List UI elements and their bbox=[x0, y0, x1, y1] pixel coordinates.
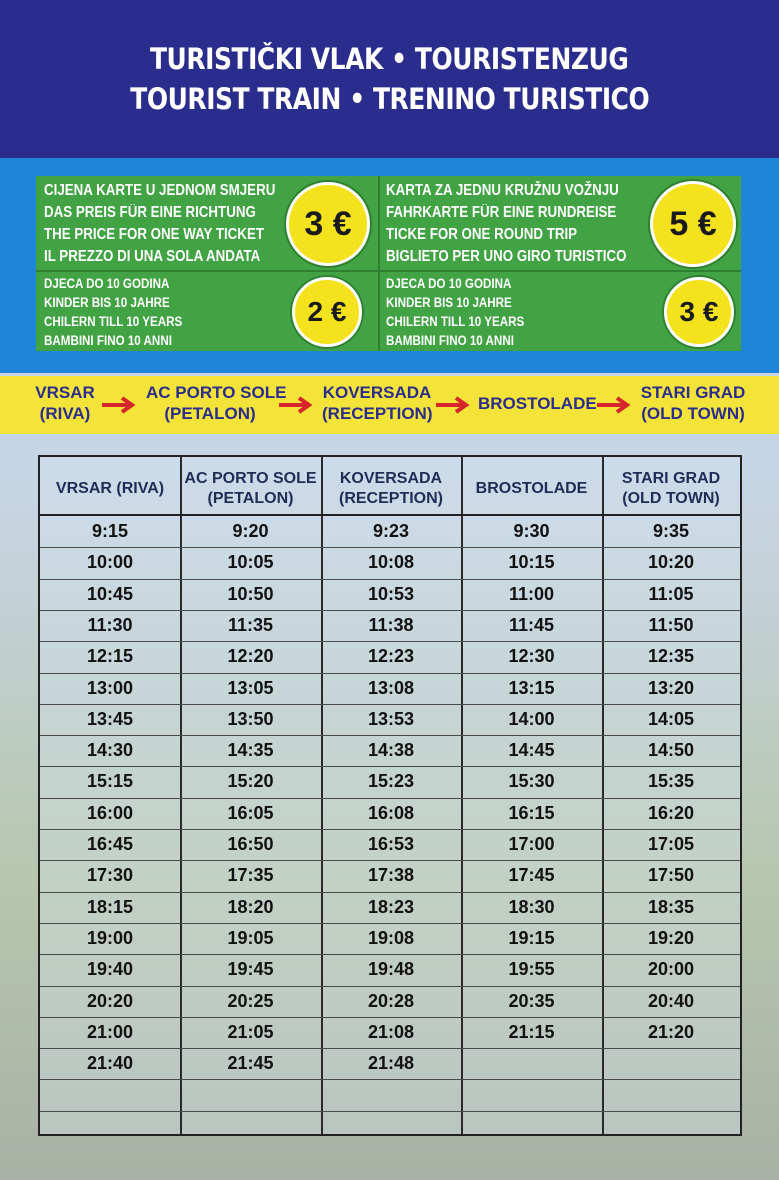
time-cell: 11:00 bbox=[508, 583, 555, 604]
route-arrow-icon bbox=[277, 395, 315, 415]
time-cell: 20:00 bbox=[647, 959, 695, 980]
time-cell: 17:00 bbox=[508, 834, 555, 854]
time-cell: 13:45 bbox=[86, 708, 134, 729]
route-arrow-icon bbox=[100, 395, 138, 415]
column-header bbox=[321, 465, 461, 513]
time-cell: 21:08 bbox=[367, 1021, 415, 1042]
time-cell: 13:15 bbox=[508, 677, 555, 698]
column-header bbox=[461, 465, 602, 513]
time-cell: 16:15 bbox=[508, 802, 555, 823]
time-cell: 12:30 bbox=[508, 646, 555, 667]
time-cell: 10:20 bbox=[647, 552, 695, 573]
time-cell bbox=[461, 1111, 602, 1142]
child-one-way-line-3: CHILERN TILL 10 YEARS bbox=[44, 314, 183, 329]
round-trip-line-3: TICKE FOR ONE ROUND TRIP bbox=[386, 226, 578, 243]
column-header bbox=[180, 465, 321, 513]
time-cell: 14:45 bbox=[508, 740, 555, 761]
time-cell: 11:05 bbox=[648, 583, 694, 604]
time-cell bbox=[602, 1048, 740, 1079]
time-cell: 14:38 bbox=[367, 740, 415, 761]
time-cell: 16:05 bbox=[227, 802, 274, 823]
title-line-2: TOURIST TRAIN • TRENINO TURISTICO bbox=[129, 82, 650, 116]
time-cell: 19:20 bbox=[647, 927, 695, 948]
time-cell bbox=[461, 1079, 602, 1110]
time-cell: 14:35 bbox=[227, 740, 274, 761]
time-cell: 17:35 bbox=[227, 865, 274, 886]
time-cell: 19:55 bbox=[508, 959, 555, 980]
time-cell: 10:08 bbox=[367, 552, 415, 573]
time-cell: 19:48 bbox=[367, 959, 415, 980]
time-cell: 11:35 bbox=[227, 614, 274, 635]
time-cell: 12:35 bbox=[647, 646, 695, 667]
time-cell: 16:20 bbox=[647, 802, 695, 823]
title-banner bbox=[0, 0, 779, 158]
time-cell: 15:35 bbox=[647, 771, 695, 792]
column-header-subtitle: (OLD TOWN) bbox=[622, 490, 720, 507]
time-cell: 19:45 bbox=[227, 959, 274, 980]
time-cell: 11:45 bbox=[508, 614, 555, 635]
column-header-title: KOVERSADA bbox=[339, 470, 443, 487]
time-cell: 21:05 bbox=[227, 1021, 274, 1042]
time-cell: 21:15 bbox=[508, 1021, 555, 1042]
time-cell: 15:20 bbox=[227, 771, 274, 792]
time-cell: 19:05 bbox=[227, 927, 274, 948]
time-cell: 14:30 bbox=[86, 740, 134, 761]
time-cell: 11:38 bbox=[368, 614, 414, 635]
time-cell bbox=[40, 1111, 180, 1142]
time-cell: 17:30 bbox=[86, 865, 134, 886]
route-stop-name: VRSAR bbox=[35, 383, 95, 402]
price-divider-vertical bbox=[378, 176, 380, 351]
one-way-line-2: DAS PREIS FÜR EINE RICHTUNG bbox=[44, 204, 256, 221]
time-cell: 21:00 bbox=[86, 1021, 134, 1042]
time-cell: 13:08 bbox=[367, 677, 415, 698]
time-cell: 13:53 bbox=[367, 708, 415, 729]
one-way-price-badge: 3 € bbox=[286, 182, 370, 266]
time-cell: 10:50 bbox=[227, 583, 274, 604]
round-trip-line-1: KARTA ZA JEDNU KRUŽNU VOŽNJU bbox=[386, 182, 619, 199]
child-round-trip-line-2: KINDER BIS 10 JAHRE bbox=[386, 295, 512, 310]
time-cell: 11:30 bbox=[87, 614, 133, 635]
time-cell: 10:00 bbox=[86, 552, 134, 573]
time-cell: 21:40 bbox=[86, 1053, 134, 1074]
time-cell: 16:08 bbox=[367, 802, 415, 823]
route-stop-brostolade bbox=[478, 393, 597, 414]
route-arrow-icon bbox=[595, 395, 633, 415]
time-cell: 19:40 bbox=[86, 959, 134, 980]
time-cell: 20:25 bbox=[227, 990, 274, 1011]
time-cell: 13:00 bbox=[86, 677, 134, 698]
route-stop-name: BROSTOLADE bbox=[478, 394, 597, 413]
time-cell: 13:20 bbox=[647, 677, 695, 698]
column-header-title: BROSTOLADE bbox=[475, 480, 588, 497]
time-cell: 12:20 bbox=[227, 646, 274, 667]
child-one-way-price-badge: 2 € bbox=[292, 277, 362, 347]
one-way-line-4: IL PREZZO DI UNA SOLA ANDATA bbox=[44, 248, 261, 265]
title-line-1: TURISTIČKI VLAK • TOURISTENZUG bbox=[150, 42, 629, 76]
time-cell: 13:50 bbox=[227, 708, 274, 729]
child-one-way-line-2: KINDER BIS 10 JAHRE bbox=[44, 295, 170, 310]
time-cell bbox=[180, 1111, 321, 1142]
time-cell: 21:20 bbox=[647, 1021, 695, 1042]
time-cell: 20:40 bbox=[647, 990, 695, 1011]
time-cell: 10:45 bbox=[86, 583, 134, 604]
time-cell bbox=[602, 1111, 740, 1142]
time-cell: 17:05 bbox=[647, 834, 695, 854]
column-header bbox=[602, 465, 740, 513]
time-cell: 9:23 bbox=[372, 521, 410, 541]
time-cell: 16:50 bbox=[227, 834, 274, 854]
column-header-title: AC PORTO SOLE bbox=[184, 470, 317, 487]
time-cell: 16:00 bbox=[86, 802, 134, 823]
time-cell: 15:23 bbox=[367, 771, 415, 792]
time-cell bbox=[461, 1048, 602, 1079]
column-header-title: VRSAR (RIVA) bbox=[55, 480, 165, 497]
column-header bbox=[40, 465, 180, 513]
route-arrow-icon bbox=[434, 395, 472, 415]
time-cell: 19:00 bbox=[86, 927, 134, 948]
time-cell: 15:30 bbox=[508, 771, 555, 792]
time-cell: 16:45 bbox=[86, 834, 134, 854]
route-stop-name: AC PORTO SOLE bbox=[146, 383, 287, 402]
child-round-trip-line-3: CHILERN TILL 10 YEARS bbox=[386, 314, 525, 329]
column-header-title: STARI GRAD bbox=[621, 470, 721, 487]
time-cell: 19:15 bbox=[508, 927, 555, 948]
time-cell: 14:00 bbox=[508, 708, 555, 729]
route-stop-sub: (RIVA) bbox=[39, 404, 91, 423]
child-one-way-line-4: BAMBINI FINO 10 ANNI bbox=[44, 333, 172, 348]
time-cell: 20:35 bbox=[508, 990, 555, 1011]
timetable-grid bbox=[38, 455, 742, 1136]
route-stop-stari-grad bbox=[640, 382, 746, 424]
time-cell: 17:50 bbox=[647, 865, 695, 886]
one-way-line-1: CIJENA KARTE U JEDNOM SMJERU bbox=[44, 182, 276, 199]
column-header-subtitle: (RECEPTION) bbox=[339, 490, 443, 507]
time-cell: 9:30 bbox=[513, 521, 550, 541]
time-cell: 17:38 bbox=[367, 865, 415, 886]
child-one-way-line-1: DJECA DO 10 GODINA bbox=[44, 276, 170, 291]
round-trip-line-2: FAHRKARTE FÜR EINE RUNDREISE bbox=[386, 204, 617, 221]
child-round-trip-line-4: BAMBINI FINO 10 ANNI bbox=[386, 333, 514, 348]
time-cell: 10:05 bbox=[227, 552, 274, 573]
time-cell: 20:20 bbox=[86, 990, 134, 1011]
time-cell bbox=[321, 1079, 461, 1110]
time-cell: 14:05 bbox=[647, 708, 695, 729]
route-stop-ac-porto-sole bbox=[146, 382, 287, 424]
round-trip-price-badge: 5 € bbox=[650, 181, 736, 267]
time-cell: 20:28 bbox=[367, 990, 415, 1011]
route-stop-name: KOVERSADA bbox=[322, 383, 432, 402]
time-cell: 9:15 bbox=[91, 521, 129, 541]
time-cell: 12:23 bbox=[367, 646, 415, 667]
time-cell: 10:15 bbox=[508, 552, 555, 573]
time-cell bbox=[321, 1111, 461, 1142]
time-cell: 18:20 bbox=[227, 896, 274, 917]
round-trip-line-4: BIGLIETO PER UNO GIRO TURISTICO bbox=[386, 248, 627, 265]
time-cell: 9:35 bbox=[652, 521, 690, 541]
route-stop-sub: (RECEPTION) bbox=[322, 404, 433, 423]
time-cell: 13:05 bbox=[227, 677, 274, 698]
time-cell bbox=[602, 1079, 740, 1110]
child-round-trip-price-badge: 3 € bbox=[664, 277, 734, 347]
time-cell: 15:15 bbox=[86, 771, 134, 792]
time-cell: 21:48 bbox=[367, 1053, 415, 1074]
time-cell bbox=[180, 1079, 321, 1110]
time-cell: 18:15 bbox=[86, 896, 134, 917]
price-divider-horizontal bbox=[36, 270, 741, 272]
time-cell: 11:50 bbox=[648, 614, 694, 635]
time-cell: 14:50 bbox=[647, 740, 695, 761]
time-cell: 18:30 bbox=[508, 896, 555, 917]
time-cell: 18:35 bbox=[647, 896, 695, 917]
one-way-line-3: THE PRICE FOR ONE WAY TICKET bbox=[44, 226, 264, 243]
time-cell: 16:53 bbox=[367, 834, 415, 854]
time-cell: 9:20 bbox=[232, 521, 269, 541]
time-cell: 10:53 bbox=[367, 583, 415, 604]
route-stop-sub: (PETALON) bbox=[164, 404, 256, 423]
column-header-subtitle: (PETALON) bbox=[207, 490, 294, 507]
time-cell: 21:45 bbox=[227, 1053, 274, 1074]
route-stop-koversada bbox=[322, 382, 432, 424]
time-cell bbox=[40, 1079, 180, 1110]
time-cell: 12:15 bbox=[86, 646, 134, 667]
route-stop-sub: (OLD TOWN) bbox=[641, 404, 745, 423]
route-stop-name: STARI GRAD bbox=[640, 383, 746, 402]
route-stop-vrsar bbox=[30, 382, 100, 424]
child-round-trip-line-1: DJECA DO 10 GODINA bbox=[386, 276, 512, 291]
time-cell: 17:45 bbox=[508, 865, 555, 886]
time-cell: 19:08 bbox=[367, 927, 415, 948]
time-cell: 18:23 bbox=[367, 896, 415, 917]
